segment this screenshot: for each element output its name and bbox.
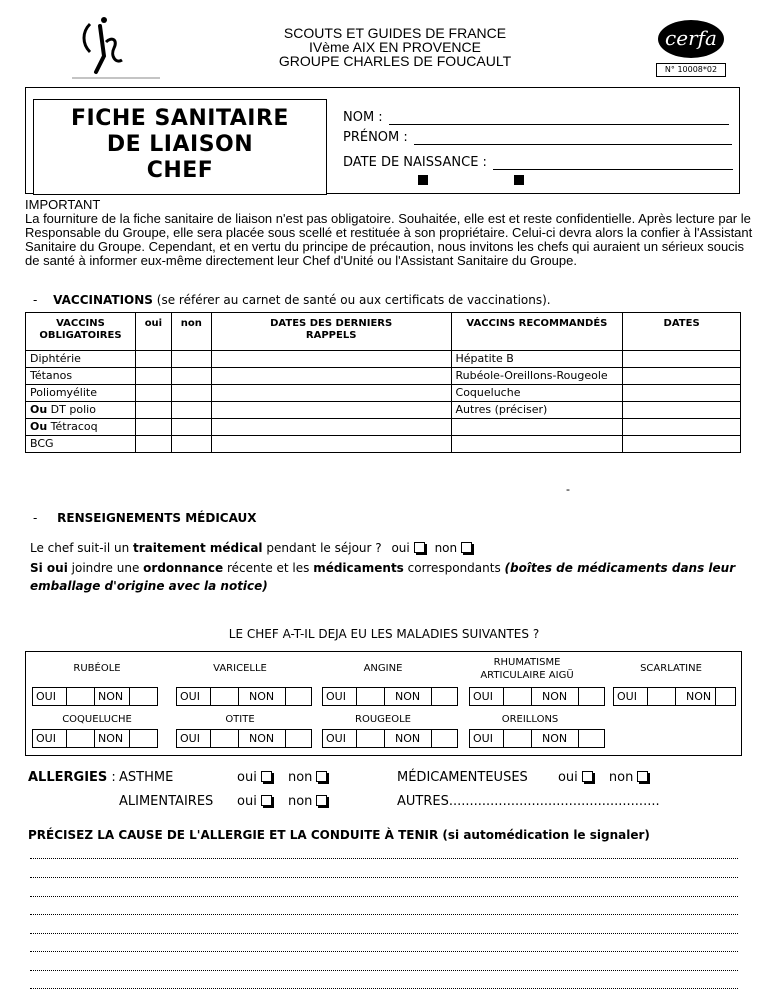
section-dash: -: [33, 511, 38, 525]
vaccinations-heading: VACCINATIONS: [53, 293, 153, 307]
non-cell[interactable]: [171, 402, 211, 419]
non-label: non: [287, 794, 313, 809]
title-line-3: CHEF: [146, 158, 214, 183]
oui-label: OUI: [32, 729, 67, 748]
non-box[interactable]: [130, 729, 158, 748]
alimentaires-oui-checkbox[interactable]: [261, 795, 272, 806]
title-line-2: DE LIAISON: [106, 132, 254, 157]
oui-non-pair: [176, 729, 312, 748]
oui-box[interactable]: [67, 729, 95, 748]
dob-row: [343, 155, 733, 170]
col-vaccins-obligatoires: VACCINS OBLIGATOIRES: [26, 313, 136, 351]
vaccine-name: Poliomyélite: [30, 386, 97, 399]
date-cell[interactable]: [623, 351, 741, 368]
oui-non-pair: [32, 729, 158, 748]
non-label: non: [287, 770, 313, 785]
oui-non-pair: [32, 687, 158, 706]
disease-label: OTITE: [225, 714, 255, 725]
date-cell[interactable]: [623, 402, 741, 419]
section-dash: -: [33, 293, 38, 307]
alimentaires-options: [237, 794, 327, 809]
oui-non-pair: [322, 729, 458, 748]
date-cell[interactable]: [211, 368, 451, 385]
nom-row: [343, 110, 729, 125]
non-box[interactable]: [716, 687, 736, 706]
prenom-label: PRÉNOM :: [343, 130, 408, 145]
vaccine-name: BCG: [30, 437, 54, 450]
oui-non-pair: [176, 687, 312, 706]
oui-label: oui: [557, 770, 578, 785]
treatment-non-checkbox[interactable]: [461, 542, 472, 553]
date-cell[interactable]: [623, 436, 741, 453]
non-label: NON: [239, 687, 286, 706]
org-line-3: GROUPE CHARLES DE FOUCAULT: [278, 53, 512, 69]
answer-line[interactable]: [30, 896, 738, 897]
oui-cell[interactable]: [135, 351, 171, 368]
answer-line[interactable]: [30, 858, 738, 859]
oui-label: OUI: [469, 729, 504, 748]
non-box[interactable]: [130, 687, 158, 706]
treatment-oui-checkbox[interactable]: [414, 542, 425, 553]
recommended-vaccine: Autres (préciser): [451, 402, 623, 419]
oui-box[interactable]: [357, 729, 385, 748]
org-line-2: IVème AIX EN PROVENCE: [309, 39, 481, 55]
vaccinations-table: [25, 312, 741, 453]
medical-heading: RENSEIGNEMENTS MÉDICAUX: [57, 511, 257, 525]
oui-label: OUI: [176, 687, 211, 706]
answer-line[interactable]: [30, 970, 738, 971]
important-heading: IMPORTANT: [25, 197, 101, 212]
prenom-row: [343, 130, 732, 145]
disease-label: RUBÉOLE: [73, 663, 121, 674]
oui-label: OUI: [32, 687, 67, 706]
answer-line[interactable]: [30, 877, 738, 878]
important-text: La fourniture de la fiche sanitaire de liaison n'est pas obligatoire. Souhaitée, elle est et reste confidentielle. Après lecture par le Responsable du Groupe, elle sera placée sous scellé et restituée à son propriétaire. Celui-ci devra alors la confier à l'Assistant Sanitaire du Groupe. Cependant, et en vertu du principe de précaution, nous invitons les chefs qui auraient un sérieux soucis de santé à informer eux-même directement leur Chef d'Unité ou l'Assistant Sanitaire du Groupe.: [25, 211, 753, 268]
non-label: non: [434, 541, 458, 555]
table-header-row: [26, 313, 741, 351]
non-box[interactable]: [432, 729, 458, 748]
disease-label: OREILLONS: [501, 714, 559, 725]
date-cell[interactable]: [623, 419, 741, 436]
medicamenteuses-row: [397, 770, 648, 785]
non-box[interactable]: [286, 729, 312, 748]
non-label: NON: [532, 687, 579, 706]
dob-separator-square: [514, 175, 524, 185]
date-cell[interactable]: [211, 351, 451, 368]
non-box[interactable]: [579, 729, 605, 748]
disease-label: ROUGEOLE: [355, 714, 411, 725]
recommended-vaccine: [451, 419, 623, 436]
table-row: [26, 385, 741, 402]
nom-label: NOM :: [343, 110, 383, 125]
oui-label: OUI: [322, 729, 357, 748]
non-label: NON: [385, 729, 432, 748]
cerfa-number: N° 10008*02: [656, 63, 726, 77]
non-cell[interactable]: [171, 351, 211, 368]
nom-field[interactable]: [389, 113, 729, 125]
alimentaires-non-checkbox[interactable]: [316, 795, 327, 806]
asthme-label: ASTHME: [119, 770, 174, 785]
oui-label: OUI: [322, 687, 357, 706]
oui-box[interactable]: [67, 687, 95, 706]
alimentaires-label: ALIMENTAIRES: [119, 794, 214, 809]
col-vaccins-recommandes: VACCINS RECOMMANDÉS: [451, 313, 623, 351]
table-row: [26, 436, 741, 453]
oui-box[interactable]: [357, 687, 385, 706]
non-box[interactable]: [432, 687, 458, 706]
vaccine-name: Tétanos: [30, 369, 73, 382]
oui-label: OUI: [469, 687, 504, 706]
disease-label: VARICELLE: [213, 663, 267, 674]
non-cell[interactable]: [171, 368, 211, 385]
oui-box[interactable]: [211, 729, 239, 748]
table-row: [26, 351, 741, 368]
answer-line[interactable]: [30, 933, 738, 934]
date-cell[interactable]: [623, 385, 741, 402]
answer-line[interactable]: [30, 914, 738, 915]
si-oui-instructions: Si oui joindre une ordonnance récente et les médicaments correspondants (boîtes de médicaments dans leur emballage d'origine avec la notice): [30, 561, 736, 593]
prenom-field[interactable]: [414, 133, 732, 145]
vaccinations-subheading: (se référer au carnet de santé ou aux certificats de vaccinations).: [156, 293, 551, 307]
oui-label: oui: [391, 541, 410, 555]
disease-label: ANGINE: [363, 663, 403, 674]
non-label: NON: [532, 729, 579, 748]
non-box[interactable]: [579, 687, 605, 706]
oui-label: OUI: [613, 687, 648, 706]
title-line-1: FICHE SANITAIRE: [71, 106, 289, 131]
non-cell[interactable]: [171, 419, 211, 436]
allergies-label: ALLERGIES :: [28, 770, 116, 785]
vaccinations-header: [33, 293, 551, 307]
autres-field[interactable]: AUTRES...................................................: [397, 794, 660, 809]
oui-label: oui: [237, 794, 257, 809]
org-line-1: SCOUTS ET GUIDES DE FRANCE: [283, 25, 507, 41]
vaccine-name: Diphtérie: [30, 352, 81, 365]
non-cell[interactable]: [171, 436, 211, 453]
asthme-oui-checkbox[interactable]: [261, 771, 272, 782]
oui-non-pair: [469, 729, 605, 748]
table-row: Ou DT polio Autres (préciser): [26, 402, 741, 419]
col-non: non: [171, 313, 211, 351]
medical-header: [33, 511, 257, 525]
oui-box[interactable]: [648, 687, 676, 706]
cerfa-logo-text: cerfa: [665, 26, 717, 50]
oui-label: oui: [237, 770, 257, 785]
non-label: NON: [95, 687, 130, 706]
non-cell[interactable]: [171, 385, 211, 402]
oui-label: OUI: [176, 729, 211, 748]
treatment-question: Le chef suit-il un traitement médical pendant le séjour ? oui non: [30, 541, 472, 555]
oui-box[interactable]: [211, 687, 239, 706]
medicamenteuses-oui-checkbox[interactable]: [582, 771, 593, 782]
dob-separator-square: [418, 175, 428, 185]
answer-line[interactable]: [30, 951, 738, 952]
col-oui: oui: [135, 313, 171, 351]
date-cell[interactable]: [211, 436, 451, 453]
oui-cell[interactable]: [135, 436, 171, 453]
disease-label: RHUMATISME ARTICULAIRE AIGÜ: [480, 657, 574, 681]
scouts-logo: [60, 14, 190, 84]
non-label: NON: [385, 687, 432, 706]
answer-line[interactable]: [30, 988, 738, 989]
oui-box[interactable]: [504, 729, 532, 748]
vaccine-name: DT polio: [47, 403, 96, 416]
col-dates-rappels: DATES DES DERNIERS RAPPELS: [211, 313, 451, 351]
oui-cell[interactable]: [135, 368, 171, 385]
asthme-options: [237, 770, 327, 785]
table-row: [26, 368, 741, 385]
stray-dash: -: [566, 482, 570, 496]
non-label: NON: [95, 729, 130, 748]
oui-cell[interactable]: [135, 385, 171, 402]
oui-cell[interactable]: [135, 419, 171, 436]
disease-label: COQUELUCHE: [62, 714, 132, 725]
oui-box[interactable]: [504, 687, 532, 706]
diseases-heading: LE CHEF A-T-IL DEJA EU LES MALADIES SUIVANTES ?: [228, 627, 540, 641]
recommended-vaccine: Rubéole-Oreillons-Rougeole: [451, 368, 623, 385]
dob-label: DATE DE NAISSANCE :: [343, 155, 487, 170]
vaccine-name: Tétracoq: [47, 420, 98, 433]
oui-cell[interactable]: [135, 402, 171, 419]
non-label: NON: [239, 729, 286, 748]
form-title: [33, 99, 327, 195]
precisez-heading: PRÉCISEZ LA CAUSE DE L'ALLERGIE ET LA CONDUITE À TENIR (si automédication le signaler): [28, 828, 650, 842]
disease-label: SCARLATINE: [640, 663, 702, 674]
col-dates: DATES: [623, 313, 741, 351]
cerfa-logo: [656, 18, 726, 60]
oui-non-pair: [322, 687, 458, 706]
recommended-vaccine: [451, 436, 623, 453]
oui-non-pair: [469, 687, 605, 706]
recommended-vaccine: Hépatite B: [451, 351, 623, 368]
asthme-non-checkbox[interactable]: [316, 771, 327, 782]
medicamenteuses-label: MÉDICAMENTEUSES: [397, 770, 528, 785]
oui-non-pair: [613, 687, 736, 706]
date-cell[interactable]: [623, 368, 741, 385]
organization-block: [250, 26, 540, 68]
important-notice: [25, 198, 760, 268]
date-cell[interactable]: [211, 419, 451, 436]
recommended-vaccine: Coqueluche: [451, 385, 623, 402]
date-cell[interactable]: [211, 385, 451, 402]
medicamenteuses-non-checkbox[interactable]: [637, 771, 648, 782]
non-box[interactable]: [286, 687, 312, 706]
date-cell[interactable]: [211, 402, 451, 419]
non-label: non: [608, 770, 634, 785]
dob-field[interactable]: [493, 158, 733, 170]
table-row: Ou Tétracoq: [26, 419, 741, 436]
non-label: NON: [676, 687, 716, 706]
